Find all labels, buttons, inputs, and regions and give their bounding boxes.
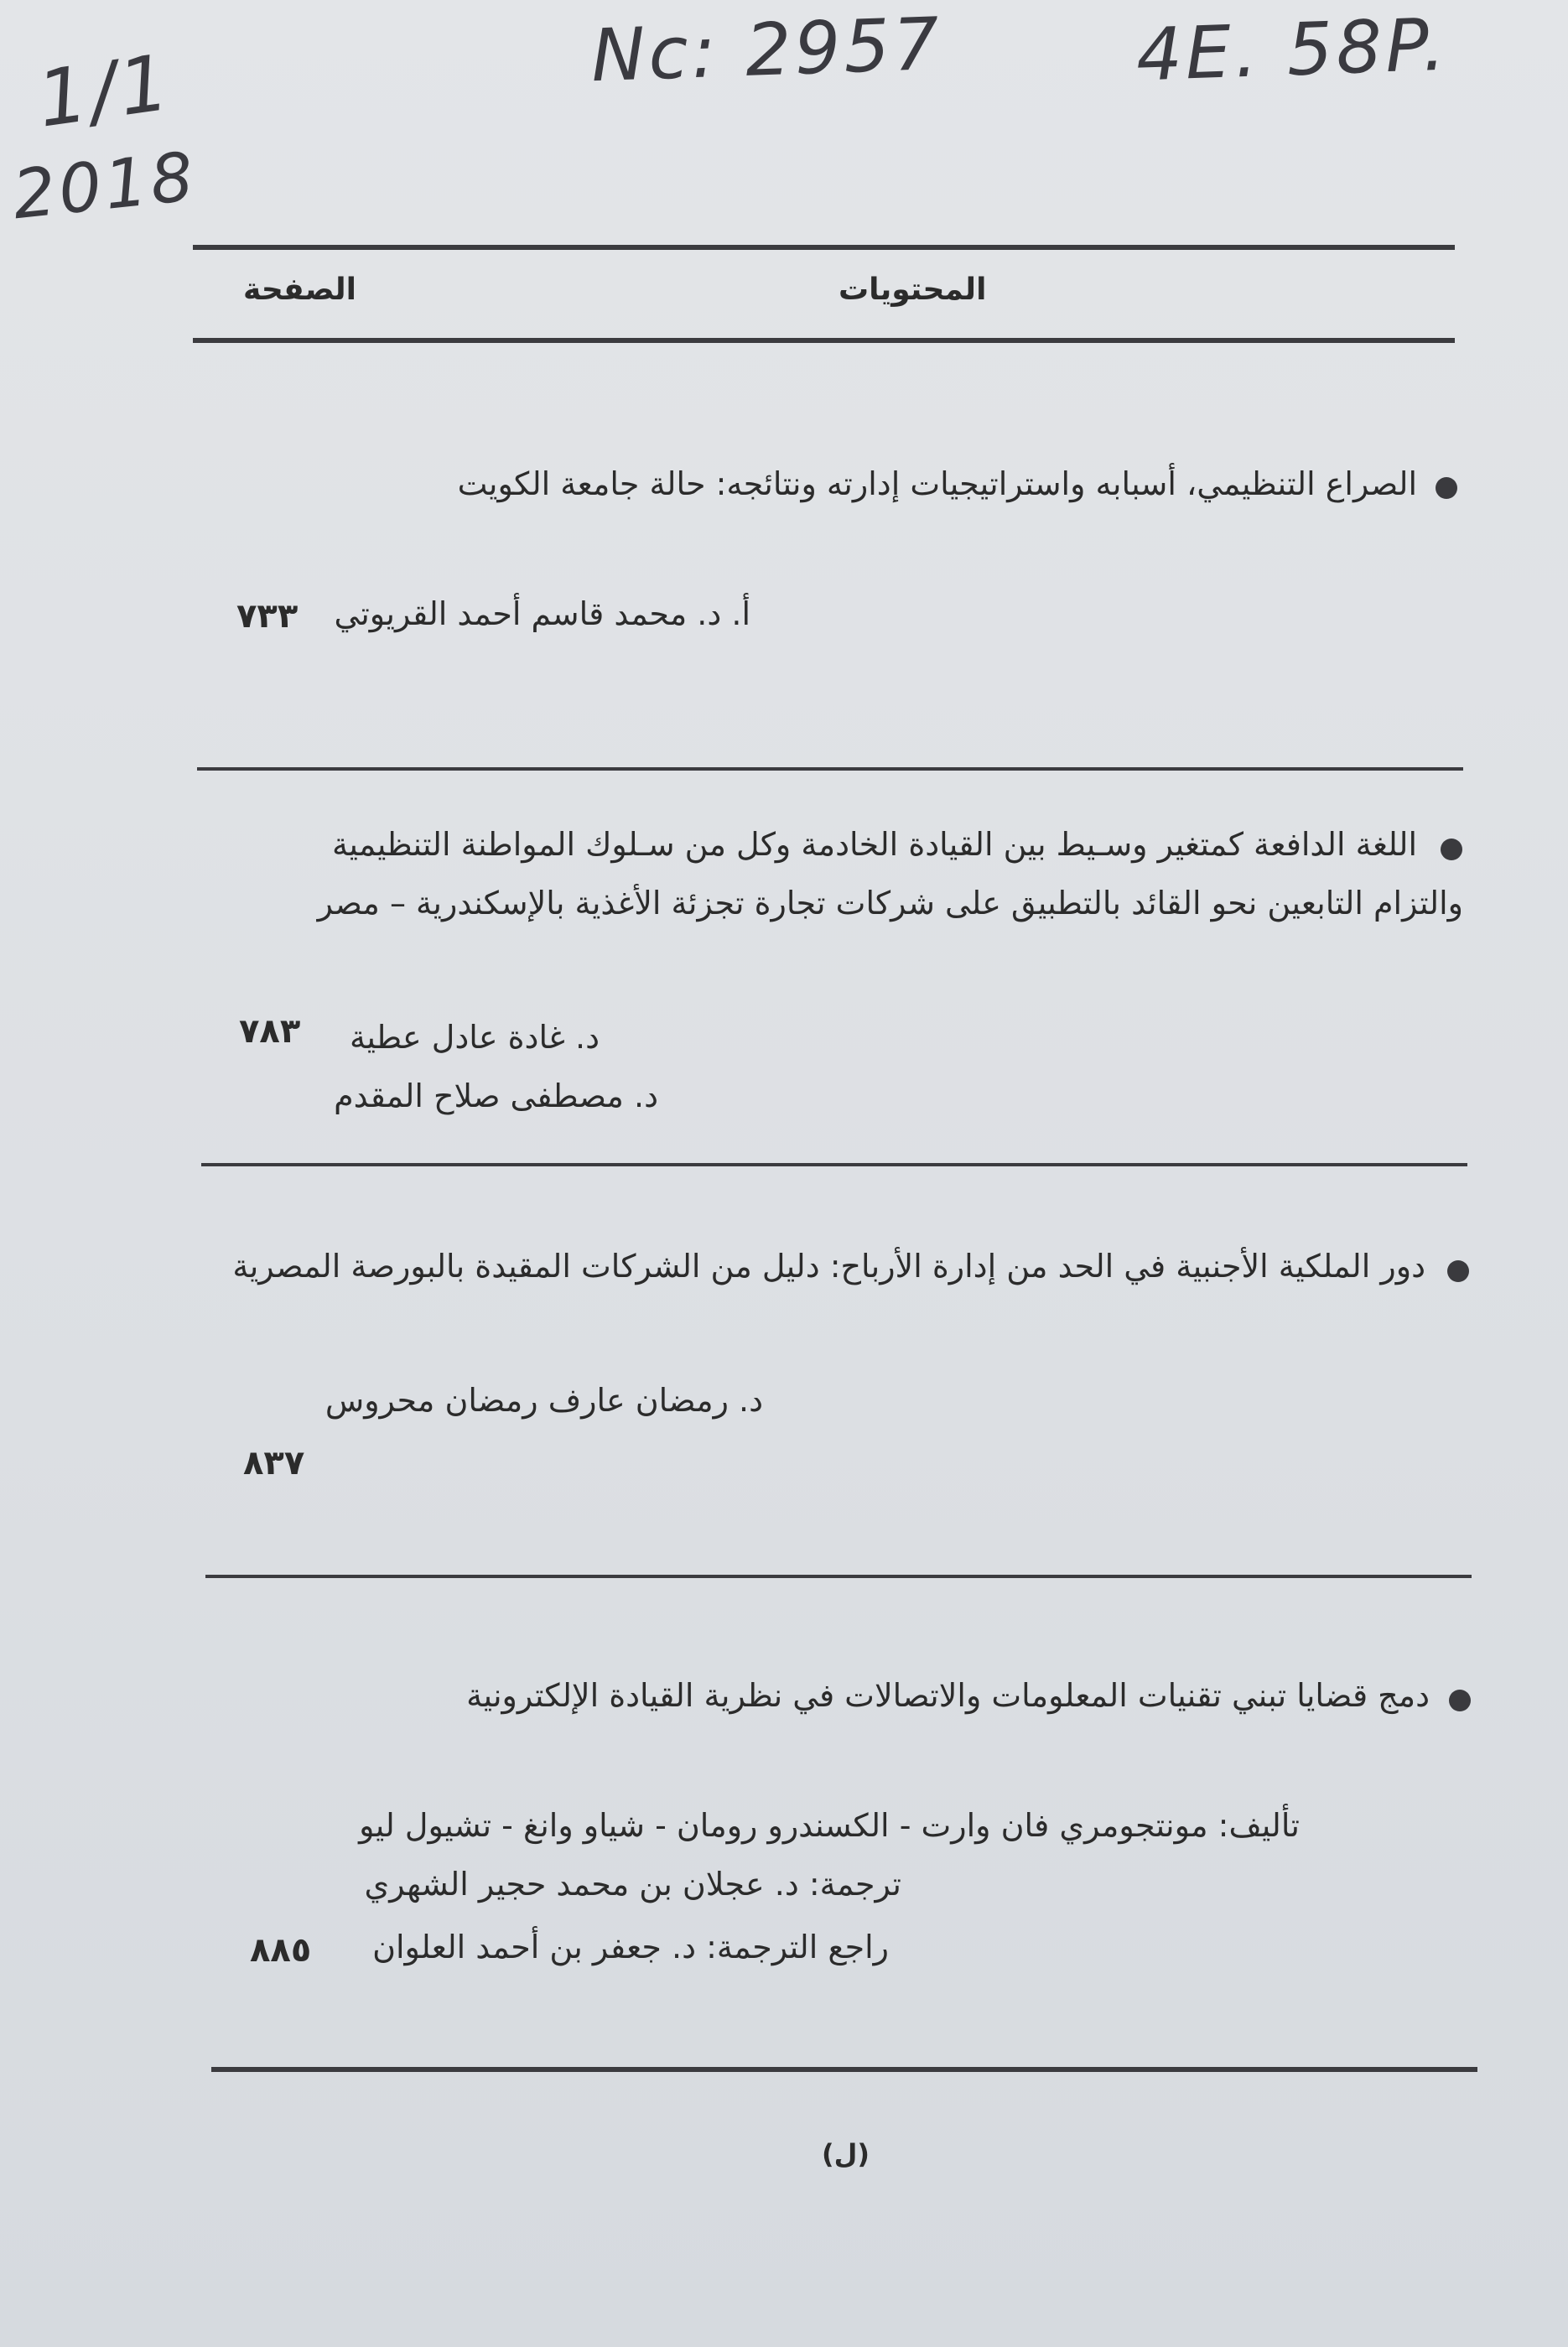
entry-2-author-1: د. غادة عادل عطية — [350, 1019, 600, 1056]
entry-bullet — [1447, 1260, 1469, 1282]
entry-bullet — [1449, 1690, 1471, 1711]
bottom-rule — [211, 2067, 1477, 2072]
entry-1-title: الصراع التنظيمي، أسبابه واستراتيجيات إدارته ونتائجه: حالة جامعة الكويت — [457, 465, 1417, 502]
handwritten-reference: 4E. 58P. — [1134, 3, 1451, 98]
entry-3-title: دور الملكية الأجنبية في الحد من إدارة الأرباح: دليل من الشركات المقيدة بالبورصة المصرية — [232, 1248, 1425, 1285]
entry-2-author-2: د. مصطفى صلاح المقدم — [334, 1077, 658, 1114]
entry-1-page-number: ٧٣٣ — [236, 597, 299, 636]
page-marker: (ل) — [822, 2138, 870, 2170]
entry-divider — [205, 1575, 1472, 1578]
entry-divider — [197, 767, 1463, 771]
entry-bullet — [1441, 839, 1462, 860]
entry-4-authors: تأليف: مونتجومري فان وارت - الكسندرو رومان - شياو وانغ - تشيول ليو — [359, 1807, 1300, 1844]
entry-3-author: د. رمضان عارف رمضان محروس — [325, 1382, 763, 1419]
entry-4-reviewer: راجع الترجمة: د. جعفر بن أحمد العلوان — [372, 1929, 889, 1965]
entry-divider — [201, 1163, 1467, 1166]
contents-heading: المحتويات — [839, 273, 987, 307]
entry-2-page-number: ٧٨٣ — [239, 1012, 301, 1051]
handwritten-issue: 1/1 — [32, 37, 178, 145]
handwritten-year: 2018 — [8, 137, 200, 235]
entry-3-page-number: ٨٣٧ — [243, 1444, 305, 1482]
entry-4-translator: ترجمة: د. عجلان بن محمد حجير الشهري — [364, 1866, 901, 1903]
entry-2-title-line-1: اللغة الدافعة كمتغير وسـيط بين القيادة الخادمة وكل من سـلوك المواطنة التنظيمية — [332, 826, 1417, 863]
header-top-rule — [193, 245, 1455, 250]
page-column-heading: الصفحة — [243, 273, 357, 307]
handwritten-call-number: Nc: 2957 — [589, 2, 944, 99]
header-bottom-rule — [193, 338, 1455, 343]
entry-1-author: أ. د. محمد قاسم أحمد القريوتي — [334, 595, 750, 632]
entry-bullet — [1436, 477, 1457, 499]
entry-2-title-line-2: والتزام التابعين نحو القائد بالتطبيق على شركات تجارة تجزئة الأغذية بالإسكندرية – مصر — [317, 885, 1463, 922]
entry-4-title: دمج قضايا تبني تقنيات المعلومات والاتصالات في نظرية القيادة الإلكترونية — [466, 1677, 1430, 1714]
entry-4-page-number: ٨٨٥ — [250, 1931, 312, 1970]
